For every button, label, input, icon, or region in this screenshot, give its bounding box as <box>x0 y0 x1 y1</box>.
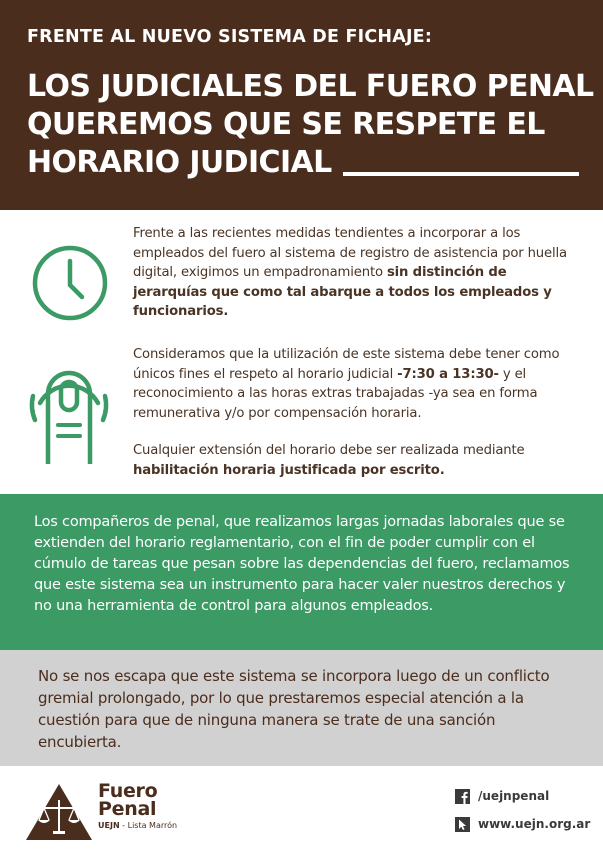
facebook-icon <box>455 789 470 804</box>
facebook-link[interactable] <box>455 785 590 807</box>
logo-sub-uejn: UEJN <box>98 821 120 830</box>
p3-emphasis: habilitación horaria justificada por escrito. <box>133 462 445 478</box>
gray-statement-text: No se nos escapa que este sistema se incorpora luego de un conflicto gremial prolongado, por lo que prestaremos especial atención a la cuestión para que de ninguna manera se trate de una sanción encubierta. <box>38 667 550 751</box>
p2-tail: y el reconocimiento a las horas extras trabajadas -ya sea en forma remunerativa y/o por compensación horaria. <box>133 366 538 421</box>
footer <box>0 766 603 853</box>
p1-text: Frente a las recientes medidas tendientes a incorporar a los empleados del fuero al sistema de registro de asistencia por huella digital, exigimos un empadronamiento <box>133 226 567 280</box>
headline-line-2: QUEREMOS QUE SE RESPETE EL <box>27 107 545 142</box>
scales-of-justice-icon <box>24 782 94 842</box>
headline-line-1: LOS JUDICIALES DEL FUERO PENAL <box>27 69 594 104</box>
main-headline <box>27 68 597 182</box>
logo-sub-rest: - Lista Marrón <box>119 821 178 830</box>
clock-icon <box>30 243 110 323</box>
headline-underline <box>343 172 579 176</box>
p2-text: Consideramos que la utilización de este sistema debe tener como únicos fines el respeto al horario judicial <box>133 347 560 382</box>
logo-line-fuero: Fuero <box>98 780 158 802</box>
paragraph-schedule-extension <box>133 441 581 480</box>
headline-line-3: HORARIO JUDICIAL <box>27 145 332 180</box>
green-statement-box <box>0 494 603 650</box>
logo-subtitle <box>98 821 177 830</box>
facebook-handle: /uejnpenal <box>478 789 550 803</box>
paragraph-fingerprint-registry <box>133 224 581 322</box>
kicker-heading: FRENTE AL NUEVO SISTEMA DE FICHAJE: <box>27 27 433 47</box>
logo-line-penal: Penal <box>98 798 157 820</box>
website-link[interactable] <box>455 813 590 835</box>
fingerprint-icon <box>24 348 114 468</box>
p1-emphasis: sin distinción de jerarquías que como tal abarque a todos los empleados y funcionarios. <box>133 265 552 319</box>
header-banner <box>0 0 603 210</box>
logo-wordmark <box>98 782 177 830</box>
cursor-icon <box>455 817 470 832</box>
paragraph-system-purpose <box>133 345 581 423</box>
gray-statement-box <box>0 650 603 766</box>
p3-text: Cualquier extensión del horario debe ser realizada mediante <box>133 443 525 458</box>
social-links <box>455 785 590 841</box>
p2-emphasis: -7:30 a 13:30- <box>397 366 499 382</box>
green-statement-text: Los compañeros de penal, que realizamos largas jornadas laborales que se extienden del horario reglamentario, con el fin de poder cumplir con el cúmulo de tareas que pesan sobre las dependencias del fuero, reclamamos que este sistema sea un instrumento para hacer valer nuestros derechos y no una herramienta de control para algunos empleados. <box>34 514 570 614</box>
website-url: www.uejn.org.ar <box>478 817 591 831</box>
